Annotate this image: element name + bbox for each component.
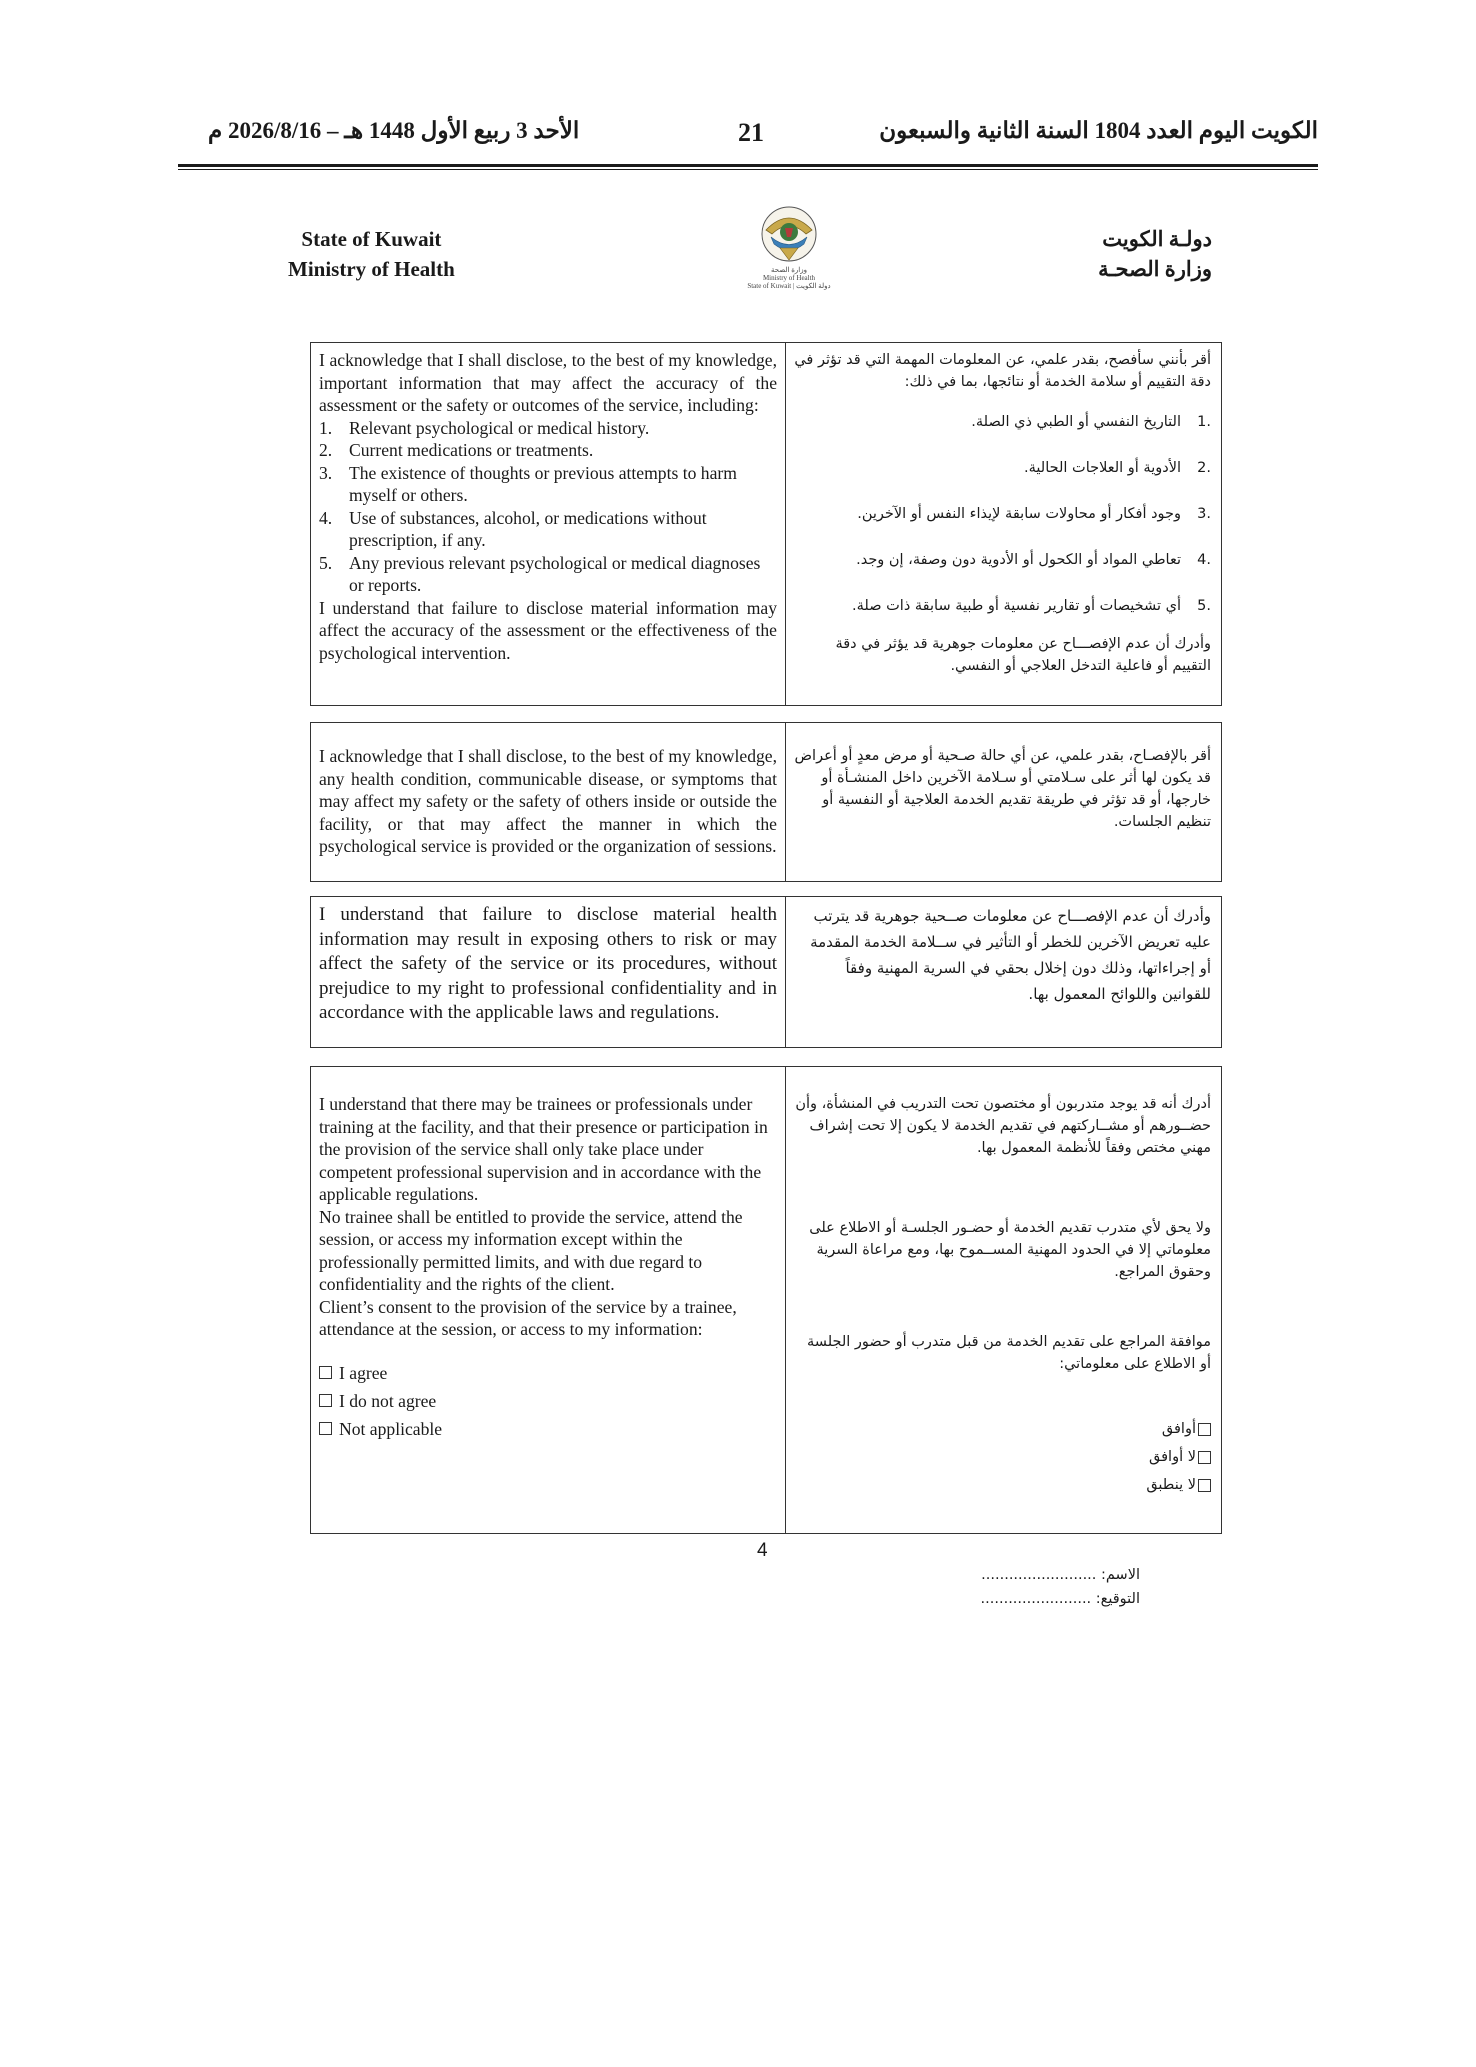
state-name-en: State of Kuwait <box>301 227 442 251</box>
list-item: 5. Any previous relevant psychological or medical diagnoses or reports. <box>319 552 761 595</box>
section1-en-intro: I acknowledge that I shall disclose, to the best of my knowledge, important information that may affect the accuracy of the assessment or the safety or outcomes of the service, including: <box>319 350 777 415</box>
section4-ar-p2: ولا يحق لأي متدرب تقديم الخدمة أو حضـور الجلسـة أو الاطلاع على معلوماتي إلا في الحدود المهنية المســموح بها، ومع مراعاة السرية وحقوق المراجع. <box>809 1220 1211 1280</box>
section4-en-p3: Client’s consent to the provision of the service by a trainee, attendance at the session, or access to my information: <box>319 1296 737 1339</box>
list-item: .4 تعاطي المواد أو الكحول أو الأدوية دون وصفة، إن وجد. <box>856 552 1211 568</box>
disclosure-section-medical-history <box>310 342 1222 706</box>
section4-en-p2: No trainee shall be entitled to provide the service, attend the session, or access my information except within the professionally permitted limits, and with due regard to confidentiality and the rights of the client. <box>319 1206 743 1294</box>
ministry-name-en: Ministry of Health <box>288 257 455 281</box>
checkbox-icon[interactable] <box>1198 1451 1211 1464</box>
checkbox-icon[interactable] <box>1198 1423 1211 1436</box>
header-rule-thin <box>178 169 1318 170</box>
checkbox-icon[interactable] <box>1198 1479 1211 1492</box>
consent-option-disagree[interactable]: I do not agree <box>319 1387 777 1415</box>
trainee-consent-section <box>310 1066 1222 1534</box>
consent-option-not-applicable-ar[interactable]: لا ينطبق <box>794 1471 1211 1499</box>
section1-ar-outro: وأدرك أن عدم الإفصـــاح عن معلومات جوهرية قد يؤثر في دقة التقييم أو فاعلية التدخل العلاجي أو النفسي. <box>835 636 1211 674</box>
disclosure-section-consequences <box>310 896 1222 1048</box>
consent-option-disagree-ar[interactable]: لا أوافق <box>794 1443 1211 1471</box>
section3-ar-text: وأدرك أن عدم الإفصـــاح عن معلومات صــحية جوهرية قد يترتب عليه تعريض الآخرين للخطر أو التأثير في ســلامة الخدمة المقدمة أو إجراءاتها، وذلك دون إخلال بحقي في السرية المهنية وفقاً للقوانين واللوائح المعمول بها. <box>810 907 1211 1003</box>
consent-option-agree[interactable]: I agree <box>319 1359 777 1387</box>
section3-en-text: I understand that failure to disclose material health information may result in exposing others to risk or may affect the safety of the service or its procedures, without prejudice to my right to professional confidentiality and in accordance with the applicable laws and regulations. <box>319 904 777 1023</box>
section4-en-p1: I understand that there may be trainees or professionals under training at the facility, and that their presence or participation in the provision of the service shall only take place under competent professional supervision and in accordance with the applicable regulations. <box>319 1094 768 1204</box>
section3-english <box>311 897 786 1047</box>
section4-ar-p1: أدرك أنه قد يوجد متدربون أو مختصون تحت التدريب في المنشأة، وأن حضــورهم أو مشــاركتهم في تقديم الخدمة لا يكون إلا تحت إشراف مهني مختص وفقاً للأنظمة المعمول بها. <box>795 1096 1211 1156</box>
header-rule-thick <box>178 164 1318 167</box>
list-item: 3. The existence of thoughts or previous attempts to harm myself or others. <box>319 462 737 505</box>
letterhead-arabic <box>1098 224 1212 284</box>
list-item: 1. Relevant psychological or medical history. <box>319 417 650 438</box>
signature-line: التوقيع: ........................ <box>980 1591 1140 1607</box>
checkbox-icon[interactable] <box>319 1394 332 1407</box>
ministry-name-ar: وزارة الصحـة <box>1098 257 1212 281</box>
letterhead-english <box>288 224 455 284</box>
logo-caption-state: State of Kuwait | دولة الكويت <box>747 282 831 290</box>
running-header <box>178 118 1318 156</box>
header-date: الأحد 3 ربيع الأول 1448 هـ – 2026/8/16 م <box>208 118 580 143</box>
section2-ar-text: أقر بالإفصـاح، بقدر علمي، عن أي حالة صـحية أو مرض معدٍ أو أعراض قد يكون لها أثر على سـلامتي أو سـلامة الآخرين داخل المنشـأة أو خارجها، أو قد تؤثر في طريقة تقديم الخدمة العلاجية أو النفسية أو تنظيم الجلسات. <box>794 748 1211 830</box>
list-item: .2 الأدوية أو العلاجات الحالية. <box>1024 460 1211 476</box>
consent-option-agree-ar[interactable]: أوافق <box>794 1415 1211 1443</box>
section3-arabic <box>786 897 1221 1047</box>
logo-caption-ar: وزارة الصحة <box>771 266 807 274</box>
list-item: .5 أي تشخيصات أو تقارير نفسية أو طبية سابقة ذات صلة. <box>852 598 1211 614</box>
logo-caption-en: Ministry of Health <box>762 274 816 282</box>
list-item: .3 وجود أفكار أو محاولات سابقة لإيذاء النفس أو الآخرين. <box>857 506 1211 522</box>
section4-ar-p3: موافقة المراجع على تقديم الخدمة من قبل متدرب أو حضور الجلسة أو الاطلاع على معلوماتي: <box>807 1334 1211 1372</box>
name-line: الاسم: ......................... <box>981 1567 1140 1583</box>
section1-arabic <box>786 343 1221 705</box>
section1-ar-intro: أقر بأنني سأفصح، بقدر علمي، عن المعلومات المهمة التي قد تؤثر في دقة التقييم أو سلامة الخدمة أو نتائجها، بما في ذلك: <box>794 352 1211 390</box>
checkbox-icon[interactable] <box>319 1366 332 1379</box>
disclosure-section-health-condition <box>310 722 1222 882</box>
header-page-number: 21 <box>738 118 764 147</box>
list-item: 2. Current medications or treatments. <box>319 440 594 460</box>
ministry-logo <box>744 204 834 304</box>
consent-option-not-applicable[interactable]: Not applicable <box>319 1415 777 1443</box>
section4-english <box>311 1067 786 1533</box>
section2-arabic <box>786 723 1221 881</box>
page-number: 4 <box>757 1540 768 1561</box>
section1-english <box>311 343 786 705</box>
checkbox-icon[interactable] <box>319 1422 332 1435</box>
list-item: .1 التاريخ النفسي أو الطبي ذي الصلة. <box>971 414 1211 430</box>
section2-en-text: I acknowledge that I shall disclose, to the best of my knowledge, any health condition, communicable disease, or symptoms that may affect my safety or the safety of others inside or outside the facility, or that may affect the manner in which the psychological service is provided or the organization of sessions. <box>319 746 777 856</box>
section2-english <box>311 723 786 881</box>
list-item: 4. Use of substances, alcohol, or medications without prescription, if any. <box>319 507 707 550</box>
section4-arabic <box>786 1067 1221 1533</box>
section1-en-outro: I understand that failure to disclose material information may affect the accuracy of the assessment or the effectiveness of the psychological intervention. <box>319 597 777 663</box>
header-issue: الكويت اليوم العدد 1804 السنة الثانية والسبعون <box>879 118 1318 143</box>
emblem-icon <box>758 204 820 266</box>
state-name-ar: دولـة الكويت <box>1102 227 1212 251</box>
